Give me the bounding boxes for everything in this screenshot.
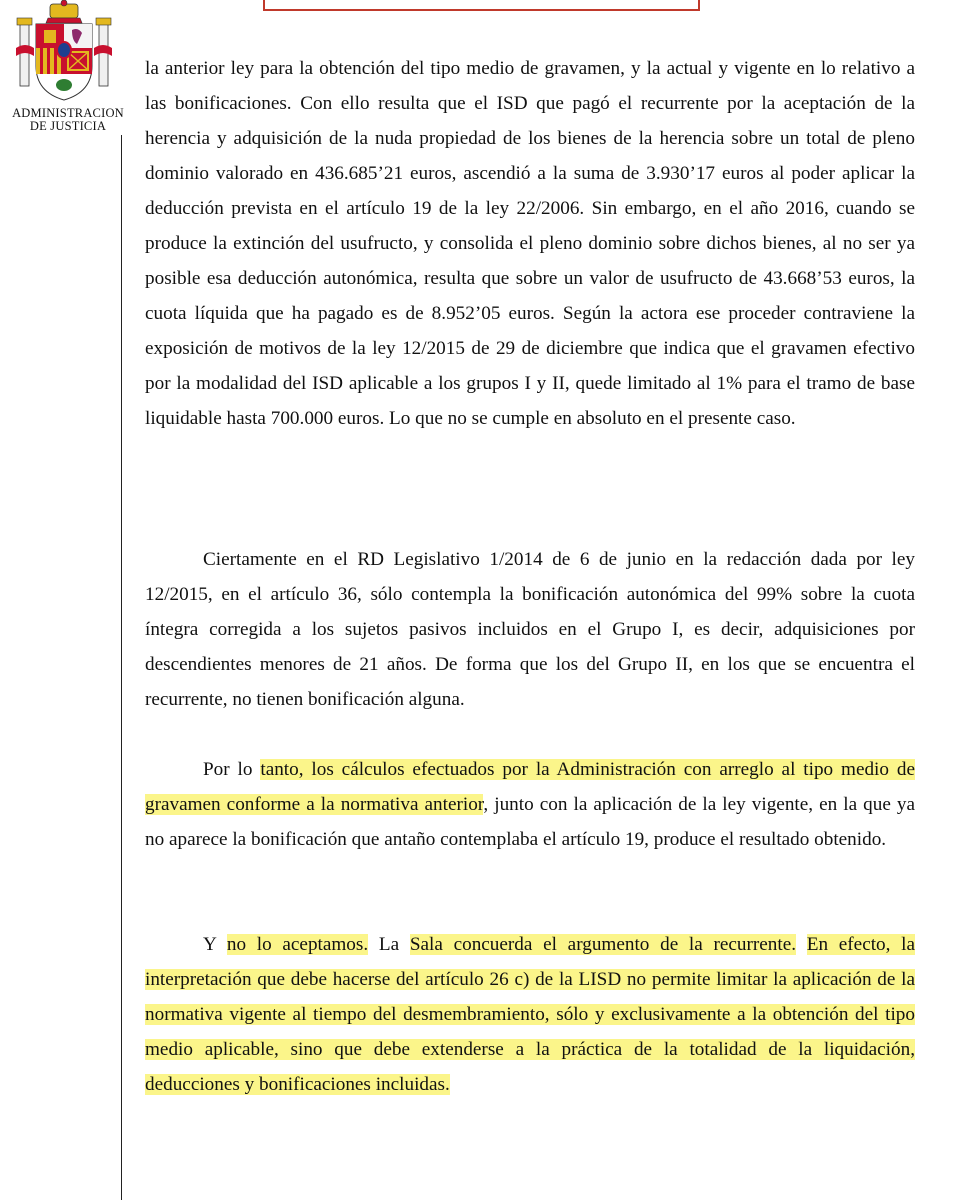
paragraph-4-space	[796, 934, 807, 955]
paragraph-3-text-end: , junto con la aplicación de la ley vigente, en la que ya no aparece la bonificación que antaño contemplaba el artículo 19, produce el resultado obtenido.	[145, 794, 915, 850]
paragraph-3-highlight: tanto, los cálculos efectuados por la Administración con arreglo al tipo medio de gravamen conforme a la normativa anterior	[145, 759, 915, 815]
paragraph-4-highlight-3: En efecto, la interpretación que debe hacerse del artículo 26 c) de la LISD no permite limitar la aplicación de la normativa vigente al tiempo del desmembramiento, sólo y exclusivamente a la obtención del tipo medio aplicable, sino que debe extenderse a la práctica de la totalidad de la liquidación, deducciones y bonificaciones incluidas.	[145, 934, 915, 1095]
left-margin-rule	[121, 135, 122, 1200]
crest-label-administracion: ADMINISTRACION	[12, 106, 124, 120]
crest-emblem-icon	[12, 0, 116, 104]
paragraph-4-highlight-2: Sala concuerda el argumento de la recurrente.	[409, 934, 797, 955]
paragraph-4-highlight-1: no lo aceptamos.	[226, 934, 369, 955]
paragraph-4-text-2: La	[368, 934, 410, 955]
page-header-box	[263, 0, 700, 11]
paragraph-2: Ciertamente en el RD Legislativo 1/2014 de 6 de junio en la redacción dada por ley 12/2015, en el artículo 36, sólo contempla la bonificación autonómica del 99% sobre la cuota íntegra corregida a los sujetos pasivos incluidos en el Grupo I, es decir, adquisiciones por descendientes menores de 21 años. De forma que los del Grupo II, en los que se encuentra el recurrente, no tienen bonificación alguna.	[145, 549, 915, 710]
coat-of-arms-logo	[6, 0, 124, 135]
paragraph-4	[145, 927, 915, 1102]
paragraph-1: la anterior ley para la obtención del tipo medio de gravamen, y la actual y vigente en lo relativo a las bonificaciones. Con ello resulta que el ISD que pagó el recurrente por la aceptación de la herencia y adquisición de la nuda propiedad de los bienes de la herencia sobre un total de pleno dominio valorado en 436.685’21 euros, ascendió a la suma de 3.930’17 euros al poder aplicar la deducción prevista en el artículo 19 de la ley 22/2006. Sin embargo, en el año 2016, cuando se produce la extinción del usufructo, y consolida el pleno dominio sobre dichos bienes, al no ser ya posible esa deducción autonómica, resulta que sobre un valor de usufructo de 43.668’53 euros, la cuota líquida que ha pagado es de 8.952’05 euros. Según la actora ese proceder contraviene la exposición de motivos de la ley 12/2015 de 29 de diciembre que indica que el gravamen efectivo por la modalidad del ISD aplicable a los grupos I y II, quede limitado al 1% para el tramo de base liquidable hasta 700.000 euros. Lo que no se cumple en absoluto en el presente caso.	[145, 58, 915, 429]
paragraph-3-text: Por lo	[203, 759, 261, 780]
crest-label-justicia: DE JUSTICIA	[29, 119, 107, 133]
paragraph-3	[145, 752, 915, 857]
paragraph-4-text: Y	[203, 934, 227, 955]
